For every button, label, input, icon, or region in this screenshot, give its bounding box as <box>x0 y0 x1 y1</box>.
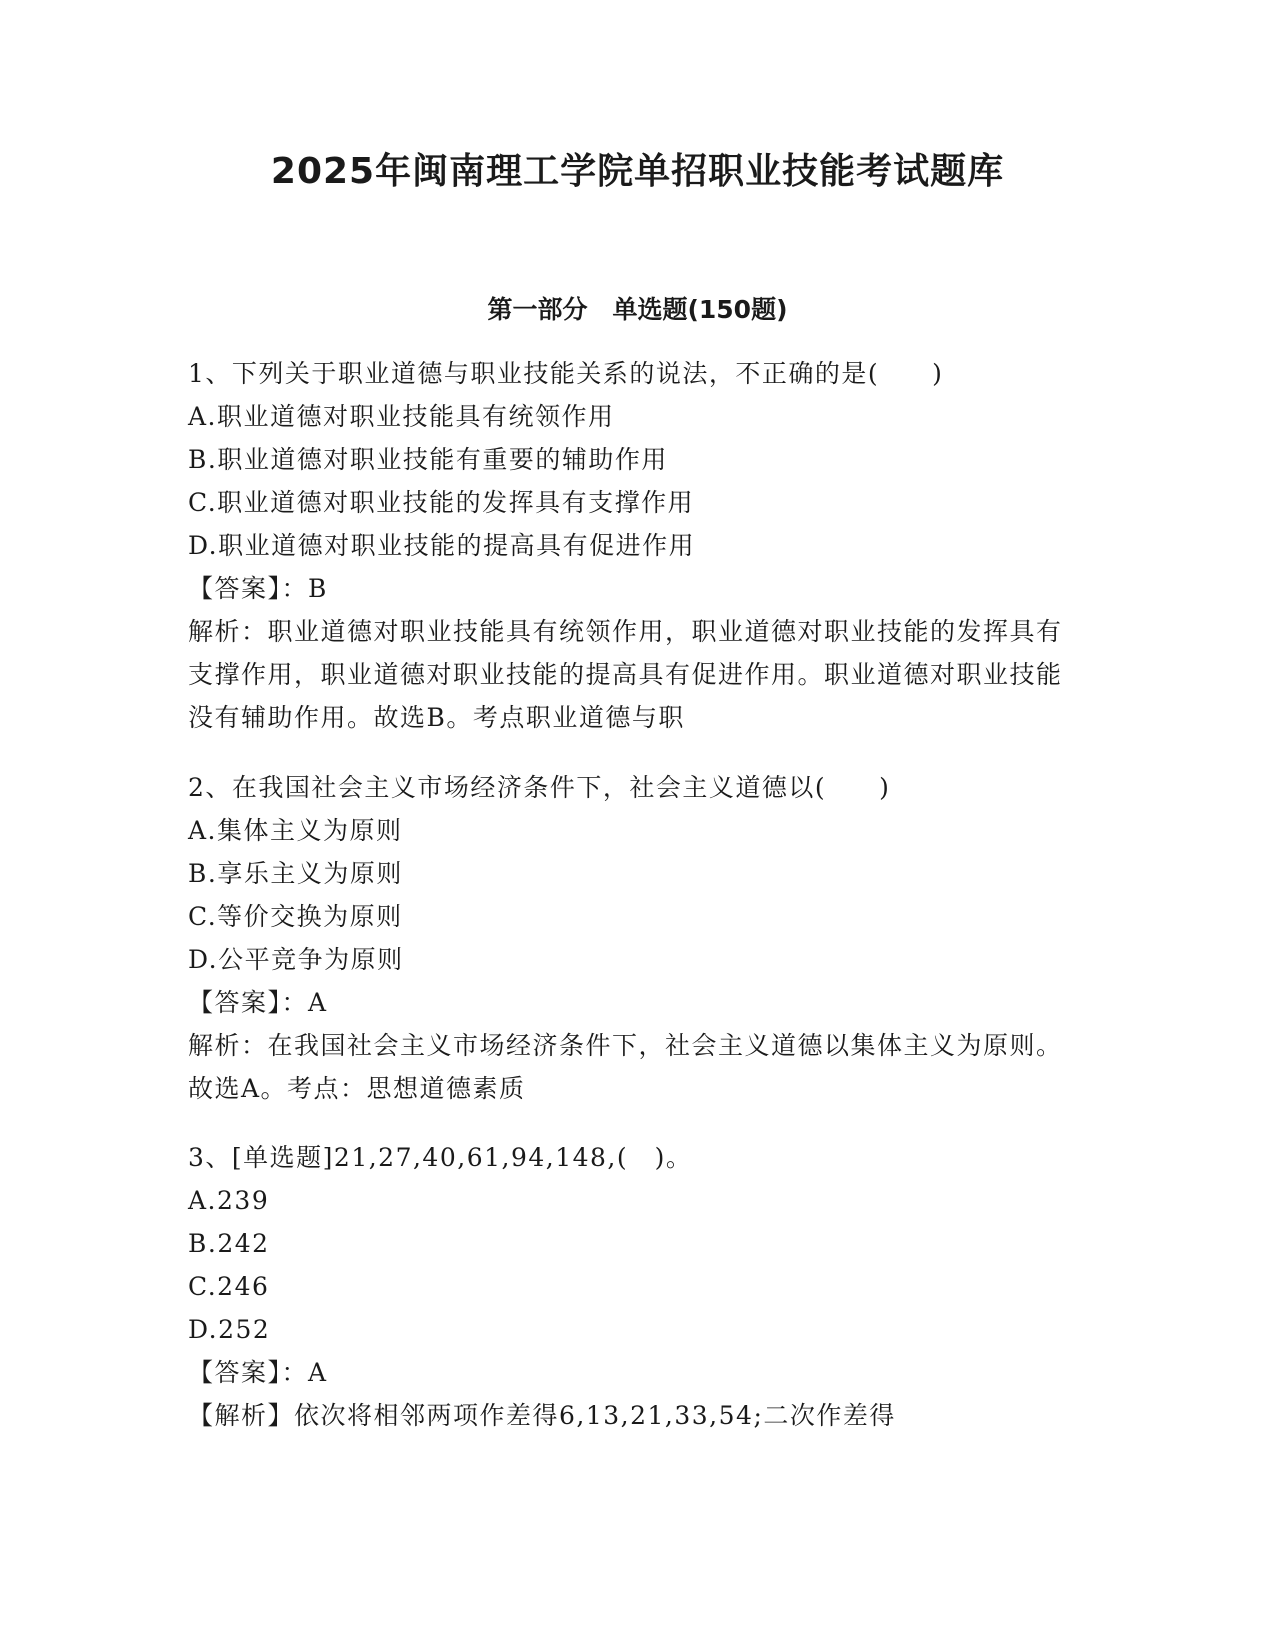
option-a: A.239 <box>188 1186 270 1215</box>
option-c: C.246 <box>188 1272 270 1301</box>
explanation-text: 【解析】依次将相邻两项作差得6,13,21,33,54;二次作差得 <box>188 1401 896 1430</box>
question-stem: 2、在我国社会主义市场经济条件下，社会主义道德以( ) <box>188 773 891 802</box>
section-title: 第一部分 单选题(150题) <box>487 295 788 324</box>
option-c: C.职业道德对职业技能的发挥具有支撑作用 <box>188 488 695 517</box>
question-3 <box>188 1136 1068 1437</box>
answer-line: 【答案】：A <box>188 1358 328 1387</box>
question-2 <box>188 766 1068 1110</box>
option-d: D.职业道德对职业技能的提高具有促进作用 <box>188 531 696 560</box>
option-d: D.252 <box>188 1315 271 1344</box>
option-b: B.242 <box>188 1229 270 1258</box>
option-a: A.职业道德对职业技能具有统领作用 <box>188 402 615 431</box>
option-a: A.集体主义为原则 <box>188 816 403 845</box>
option-b: B.职业道德对职业技能有重要的辅助作用 <box>188 445 668 474</box>
question-stem: 3、[单选题]21,27,40,61,94,148,( )。 <box>188 1143 693 1172</box>
option-d: D.公平竞争为原则 <box>188 945 404 974</box>
option-b: B.享乐主义为原则 <box>188 859 403 888</box>
answer-line: 【答案】：A <box>188 988 328 1017</box>
question-stem: 1、下列关于职业道德与职业技能关系的说法，不正确的是( ) <box>188 359 944 388</box>
option-c: C.等价交换为原则 <box>188 902 403 931</box>
answer-line: 【答案】：B <box>188 574 328 603</box>
question-1 <box>188 352 1068 739</box>
explanation-text: 解析：在我国社会主义市场经济条件下，社会主义道德以集体主义为原则。故选A。考点：思想道德素质 <box>188 1031 1063 1103</box>
explanation-text: 解析：职业道德对职业技能具有统领作用，职业道德对职业技能的发挥具有支撑作用，职业道德对职业技能的提高具有促进作用。职业道德对职业技能没有辅助作用。故选B。考点职业道德与职 <box>188 617 1063 732</box>
document-title: 2025年闽南理工学院单招职业技能考试题库 <box>270 151 1005 192</box>
